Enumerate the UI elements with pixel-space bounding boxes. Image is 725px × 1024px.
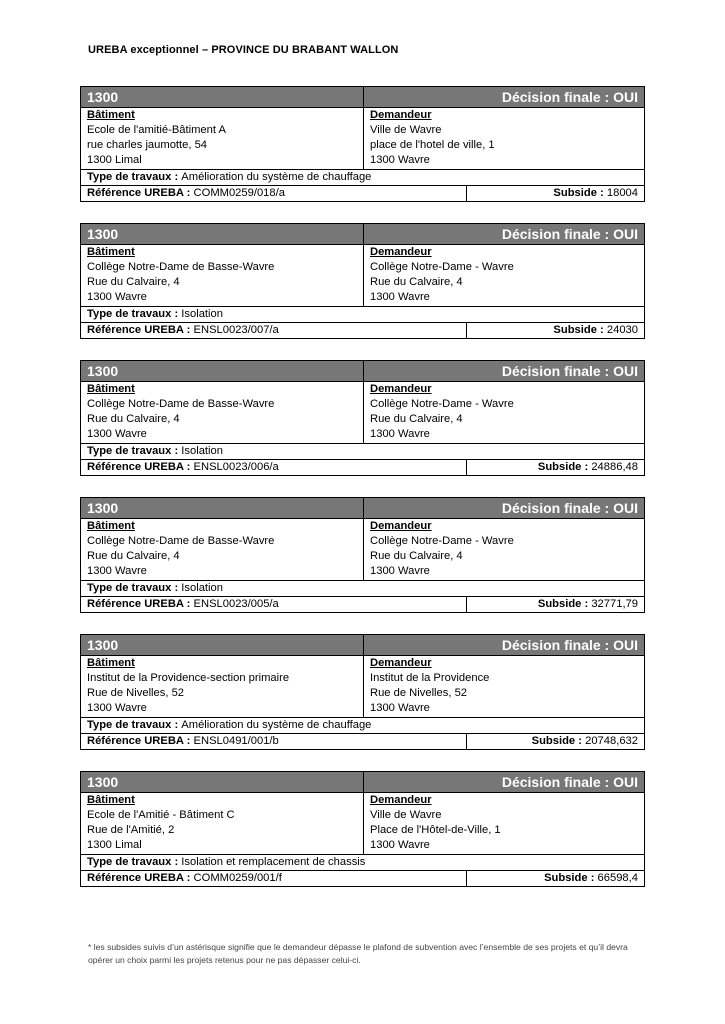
batiment-name: Collège Notre-Dame de Basse-Wavre — [87, 398, 275, 410]
batiment-heading: Bâtiment — [87, 246, 135, 258]
reference-label: Référence UREBA : — [87, 461, 194, 473]
type-travaux-label: Type de travaux : — [87, 582, 182, 594]
reference-row — [81, 597, 644, 612]
demandeur-block — [364, 656, 644, 717]
batiment-city: 1300 Wavre — [87, 565, 147, 577]
type-travaux-label: Type de travaux : — [87, 856, 182, 868]
batiment-name: Collège Notre-Dame de Basse-Wavre — [87, 535, 275, 547]
batiment-street: Rue de Nivelles, 52 — [87, 687, 185, 699]
card-title-bar — [81, 498, 644, 519]
demandeur-city: 1300 Wavre — [370, 565, 430, 577]
subside-label: Subside : — [553, 187, 607, 199]
card-details — [81, 382, 644, 444]
subside-label: Subside : — [537, 598, 592, 610]
decision-status: Décision finale : OUI — [501, 89, 638, 105]
demandeur-city: 1300 Wavre — [370, 839, 430, 851]
subside-value: 18004 — [606, 187, 638, 199]
type-travaux-row — [81, 581, 644, 597]
reference-label: Référence UREBA : — [87, 324, 194, 336]
batiment-street: Rue du Calvaire, 4 — [87, 413, 180, 425]
demandeur-city: 1300 Wavre — [370, 702, 430, 714]
card-details — [81, 656, 644, 718]
demandeur-street: Rue du Calvaire, 4 — [370, 276, 463, 288]
demandeur-name: Collège Notre-Dame - Wavre — [370, 535, 514, 547]
subside-value: 20748,632 — [585, 735, 638, 747]
subside-value: 24886,48 — [591, 461, 638, 473]
card-details — [81, 245, 644, 307]
decision-status: Décision finale : OUI — [501, 363, 638, 379]
decision-status: Décision finale : OUI — [501, 774, 638, 790]
batiment-block — [81, 656, 364, 717]
subside-label: Subside : — [537, 461, 592, 473]
batiment-block — [81, 245, 364, 306]
reference-value: ENSL0023/007/a — [193, 324, 279, 336]
type-travaux-value: Amélioration du système de chauffage — [181, 719, 372, 731]
project-card — [80, 634, 645, 750]
postal-code: 1300 — [81, 498, 364, 518]
project-card — [80, 223, 645, 339]
reference-label: Référence UREBA : — [87, 872, 194, 884]
batiment-heading: Bâtiment — [87, 109, 135, 121]
reference-label: Référence UREBA : — [87, 598, 194, 610]
postal-code: 1300 — [81, 635, 364, 655]
batiment-block — [81, 108, 364, 169]
reference-label: Référence UREBA : — [87, 735, 194, 747]
postal-code: 1300 — [81, 361, 364, 381]
demandeur-name: Collège Notre-Dame - Wavre — [370, 398, 514, 410]
demandeur-heading: Demandeur — [370, 109, 432, 121]
reference-value: COMM0259/018/a — [193, 187, 285, 199]
demandeur-block — [364, 108, 644, 169]
demandeur-street: Rue du Calvaire, 4 — [370, 413, 463, 425]
batiment-city: 1300 Wavre — [87, 291, 147, 303]
decision-status: Décision finale : OUI — [501, 637, 638, 653]
batiment-heading: Bâtiment — [87, 383, 135, 395]
type-travaux-row — [81, 718, 644, 734]
demandeur-street: Place de l'Hôtel-de-Ville, 1 — [370, 824, 501, 836]
batiment-block — [81, 519, 364, 580]
type-travaux-row — [81, 170, 644, 186]
demandeur-block — [364, 245, 644, 306]
postal-code: 1300 — [81, 772, 364, 792]
decision-status: Décision finale : OUI — [501, 500, 638, 516]
demandeur-name: Ville de Wavre — [370, 124, 442, 136]
reference-row — [81, 323, 644, 338]
footnote: * les subsides suivis d’un astérisque signifie que le demandeur dépasse le plafond de subvention avec l’ensemble de ses projets et qu’il devra opérer un choix parmi les projets retenus pour ne pas dépasser celui-ci. — [88, 942, 628, 965]
subside-value: 66598,4 — [597, 872, 638, 884]
reference-value: ENSL0491/001/b — [193, 735, 279, 747]
demandeur-name: Collège Notre-Dame - Wavre — [370, 261, 514, 273]
demandeur-heading: Demandeur — [370, 520, 432, 532]
subside-value: 24030 — [606, 324, 638, 336]
batiment-heading: Bâtiment — [87, 794, 135, 806]
demandeur-city: 1300 Wavre — [370, 428, 430, 440]
demandeur-block — [364, 382, 644, 443]
batiment-block — [81, 793, 364, 854]
reference-row — [81, 734, 644, 749]
batiment-block — [81, 382, 364, 443]
batiment-name: Collège Notre-Dame de Basse-Wavre — [87, 261, 275, 273]
demandeur-city: 1300 Wavre — [370, 154, 430, 166]
card-title-bar — [81, 635, 644, 656]
type-travaux-row — [81, 855, 644, 871]
subside-cell — [467, 734, 644, 749]
type-travaux-label: Type de travaux : — [87, 308, 182, 320]
batiment-name: Institut de la Providence-section primaire — [87, 672, 290, 684]
type-travaux-row — [81, 307, 644, 323]
subside-cell — [467, 871, 644, 886]
demandeur-name: Institut de la Providence — [370, 672, 490, 684]
subside-cell — [467, 323, 644, 338]
type-travaux-value: Isolation — [181, 582, 223, 594]
subside-cell — [467, 460, 644, 475]
demandeur-street: Rue de Nivelles, 52 — [370, 687, 468, 699]
type-travaux-value: Amélioration du système de chauffage — [181, 171, 372, 183]
page-header: UREBA exceptionnel – PROVINCE DU BRABANT WALLON — [88, 44, 399, 56]
project-card — [80, 86, 645, 202]
reference-cell — [81, 597, 467, 612]
demandeur-name: Ville de Wavre — [370, 809, 442, 821]
batiment-street: Rue de l'Amitié, 2 — [87, 824, 175, 836]
batiment-heading: Bâtiment — [87, 520, 135, 532]
demandeur-city: 1300 Wavre — [370, 291, 430, 303]
batiment-heading: Bâtiment — [87, 657, 135, 669]
subside-cell — [467, 597, 644, 612]
type-travaux-value: Isolation — [181, 308, 223, 320]
project-card — [80, 360, 645, 476]
reference-row — [81, 186, 644, 201]
decision-status: Décision finale : OUI — [501, 226, 638, 242]
demandeur-street: Rue du Calvaire, 4 — [370, 550, 463, 562]
project-card — [80, 771, 645, 887]
batiment-city: 1300 Limal — [87, 154, 142, 166]
reference-value: ENSL0023/006/a — [193, 461, 279, 473]
reference-row — [81, 871, 644, 886]
reference-row — [81, 460, 644, 475]
reference-cell — [81, 186, 467, 201]
batiment-street: Rue du Calvaire, 4 — [87, 550, 180, 562]
reference-cell — [81, 734, 467, 749]
demandeur-block — [364, 519, 644, 580]
subside-value: 32771,79 — [591, 598, 638, 610]
batiment-city: 1300 Limal — [87, 839, 142, 851]
reference-value: ENSL0023/005/a — [193, 598, 279, 610]
batiment-city: 1300 Wavre — [87, 702, 147, 714]
postal-code: 1300 — [81, 224, 364, 244]
card-title-bar — [81, 772, 644, 793]
project-card — [80, 497, 645, 613]
postal-code: 1300 — [81, 87, 364, 107]
type-travaux-value: Isolation — [181, 445, 223, 457]
reference-cell — [81, 323, 467, 338]
card-details — [81, 108, 644, 170]
card-details — [81, 519, 644, 581]
subside-cell — [467, 186, 644, 201]
batiment-name: Ecole de l'amitié-Bâtiment A — [87, 124, 226, 136]
reference-cell — [81, 871, 467, 886]
card-title-bar — [81, 87, 644, 108]
reference-value: COMM0259/001/f — [193, 872, 282, 884]
reference-label: Référence UREBA : — [87, 187, 194, 199]
card-title-bar — [81, 361, 644, 382]
type-travaux-label: Type de travaux : — [87, 719, 182, 731]
card-title-bar — [81, 224, 644, 245]
demandeur-heading: Demandeur — [370, 246, 432, 258]
type-travaux-label: Type de travaux : — [87, 445, 182, 457]
batiment-street: Rue du Calvaire, 4 — [87, 276, 180, 288]
type-travaux-row — [81, 444, 644, 460]
batiment-street: rue charles jaumotte, 54 — [87, 139, 208, 151]
subside-label: Subside : — [531, 735, 586, 747]
demandeur-block — [364, 793, 644, 854]
subside-label: Subside : — [553, 324, 607, 336]
card-details — [81, 793, 644, 855]
batiment-name: Ecole de l'Amitié - Bâtiment C — [87, 809, 235, 821]
demandeur-heading: Demandeur — [370, 794, 432, 806]
batiment-city: 1300 Wavre — [87, 428, 147, 440]
reference-cell — [81, 460, 467, 475]
subside-label: Subside : — [544, 872, 598, 884]
type-travaux-value: Isolation et remplacement de chassis — [181, 856, 366, 868]
type-travaux-label: Type de travaux : — [87, 171, 182, 183]
demandeur-heading: Demandeur — [370, 657, 432, 669]
demandeur-heading: Demandeur — [370, 383, 432, 395]
project-list — [80, 86, 645, 908]
demandeur-street: place de l'hotel de ville, 1 — [370, 139, 495, 151]
